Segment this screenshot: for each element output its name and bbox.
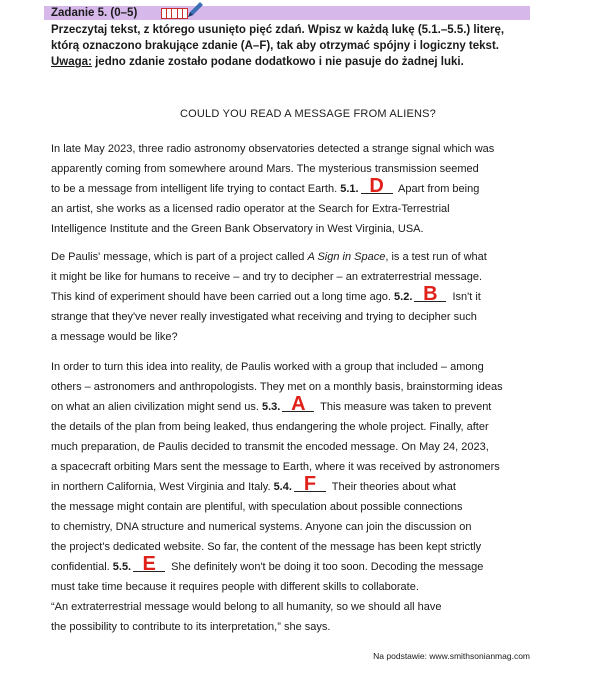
text-line: a message would be like?	[51, 331, 178, 343]
note-line	[51, 54, 521, 70]
project-name: A Sign in Space	[307, 251, 386, 263]
text-line: In order to turn this idea into reality, de Paulis worked with a group that included – among	[51, 361, 484, 373]
text-line	[51, 553, 503, 577]
gap-5-3[interactable]	[282, 393, 314, 415]
text-line: others – astronomers and anthropologists. They met on a monthly basis, brainstorming ideas	[51, 381, 503, 393]
text-line: apparently coming from somewhere around Mars. The mysterious transmission seemed	[51, 163, 479, 175]
text-fragment: Isn't it	[449, 291, 481, 303]
text-fragment: to be a message from intelligent life trying to contact Earth.	[51, 183, 341, 195]
text-fragment: De Paulis' message, which is part of a project called	[51, 251, 308, 263]
task-title: Zadanie 5. (0–5)	[51, 7, 138, 19]
paragraph-1	[51, 139, 494, 239]
answer-5-4: F	[303, 473, 317, 495]
text-line: the possibility to contribute to its interpretation,” she says.	[51, 621, 331, 633]
text-fragment: confidential.	[51, 561, 113, 573]
instruction-line: którą oznaczono brakujące zdanie (A–F), tak aby otrzymać spójny i logiczny tekst.	[51, 40, 499, 52]
instruction-line: Przeczytaj tekst, z którego usunięto pięć zdań. Wpisz w każdą lukę (5.1.–5.5.) literę,	[51, 24, 505, 36]
text-line: the message might contain are plentiful, with speculation about possible connections	[51, 501, 463, 513]
answer-5-5: E	[142, 553, 156, 575]
text-line: to chemistry, DNA structure and numerical systems. Anyone can join the discussion on	[51, 521, 472, 533]
text-line: it might be like for humans to receive – and try to decipher – an extraterrestrial message.	[51, 271, 483, 283]
answer-5-3: A	[291, 393, 306, 415]
score-boxes[interactable]	[161, 8, 188, 19]
text-line: strange that they've never really investigated what receiving and trying to decipher such	[51, 311, 477, 323]
gap-5-2[interactable]	[414, 283, 446, 305]
text-fragment: She definitely won't be doing it too soon. Decoding the message	[168, 561, 484, 573]
text-line	[51, 247, 487, 267]
gap-5-1[interactable]	[361, 175, 393, 197]
gap-5-5[interactable]	[133, 553, 165, 575]
text-line: Intelligence Institute and the Green Bank Observatory in West Virginia, USA.	[51, 223, 424, 235]
gap-5-4[interactable]	[294, 473, 326, 495]
text-line: much preparation, de Paulis decided to transmit the encoded message. On May 24, 2023,	[51, 441, 489, 453]
source-note: Na podstawie: www.smithsonianmag.com	[373, 651, 530, 661]
gap-label-5-4: 5.4.	[273, 481, 292, 493]
text-fragment: on what an alien civilization might send us.	[51, 401, 262, 413]
text-fragment: in northern California, West Virginia and Italy.	[51, 481, 274, 493]
text-line: an artist, she works as a licensed radio operator at the Search for Extra-Terrestrial	[51, 203, 450, 215]
text-line: a spacecraft orbiting Mars sent the message to Earth, where it was received by astronomers	[51, 461, 500, 473]
text-line: the details of the plan from being leaked, thus endangering the whole project. Finally, after	[51, 421, 489, 433]
paragraph-2	[51, 247, 487, 347]
gap-label-5-3: 5.3.	[261, 401, 281, 413]
paragraph-3	[51, 357, 503, 637]
text-fragment: This kind of experiment should have been carried out a long time ago.	[51, 291, 395, 303]
text-fragment: This measure was taken to prevent	[317, 401, 492, 413]
text-line	[51, 473, 503, 497]
text-line	[51, 393, 503, 417]
gap-label-5-1: 5.1.	[340, 183, 359, 195]
gap-label-5-2: 5.2.	[394, 291, 413, 303]
gap-label-5-5: 5.5.	[112, 561, 132, 573]
text-line: In late May 2023, three radio astronomy observatories detected a strange signal which was	[51, 143, 495, 155]
article-title: COULD YOU READ A MESSAGE FROM ALIENS?	[180, 108, 436, 120]
text-fragment: , is a test run of what	[385, 251, 487, 263]
note-text: jedno zdanie zostało podane dodatkowo i nie pasuje do żadnej luki.	[91, 56, 464, 68]
text-line: “An extraterrestrial message would belong to all humanity, so we should all have	[51, 601, 442, 613]
text-line: the project's dedicated website. So far, the content of the message has been kept strictly	[51, 541, 482, 553]
task-instructions	[51, 22, 521, 70]
note-label: Uwaga:	[51, 56, 92, 68]
text-fragment: Apart from being	[395, 183, 480, 195]
pen-icon	[186, 1, 204, 19]
text-fragment: Their theories about what	[328, 481, 456, 493]
answer-5-1: D	[369, 175, 384, 197]
answer-5-2: B	[423, 283, 438, 305]
text-line	[51, 175, 494, 199]
text-line: must take time because it requires people with different skills to collaborate.	[51, 581, 419, 593]
text-line	[51, 283, 487, 307]
